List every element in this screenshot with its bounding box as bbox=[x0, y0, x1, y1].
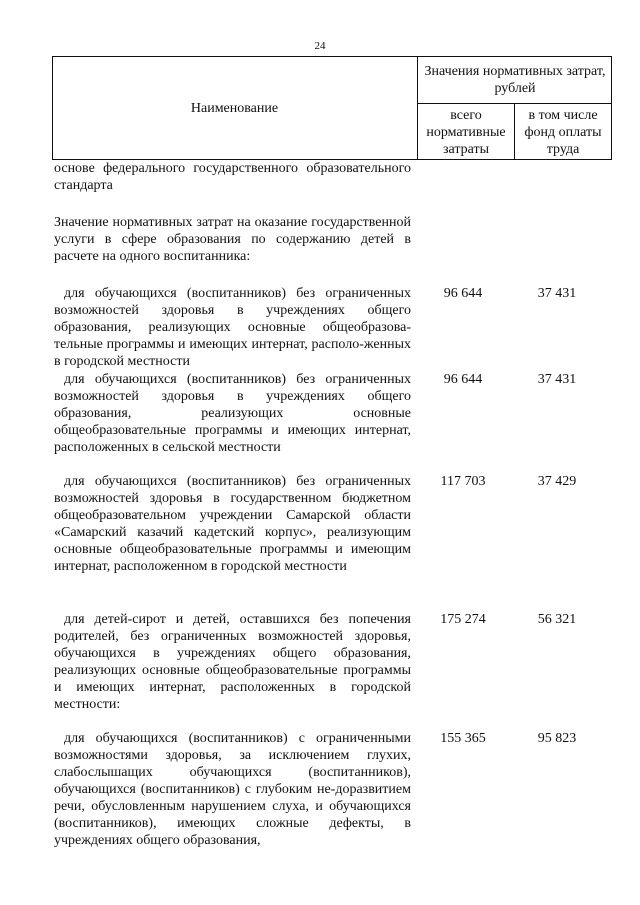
row-name: для обучающихся (воспитанников) без ограниченных возможностей здоровья в государственном бюджетном общеобразовательном учреждении Самарской области «Самарский казачий кадетский корпус», реализующим основные общеобразовательные программы и имеющим интернат, расположенном в городской местности bbox=[54, 474, 411, 574]
row-payroll-value: 37 429 bbox=[537, 474, 577, 489]
header-total: всего нормативные затраты bbox=[426, 107, 506, 157]
row-payroll-value: 56 321 bbox=[537, 612, 577, 627]
header-payroll: в том числе фонд оплаты труда bbox=[524, 107, 602, 157]
row-payroll-value: 37 431 bbox=[537, 372, 577, 387]
header-name: Наименование bbox=[190, 100, 279, 116]
row-name: для обучающихся (воспитанников) без ограниченных возможностей здоровья в учреждениях общего образования, реализующих основные общеобразова-тельные программы и имеющих интернат, располо-женных в городской местности bbox=[54, 286, 411, 369]
row-total-value: 175 274 bbox=[440, 612, 486, 627]
row-total-value: 155 365 bbox=[440, 731, 486, 746]
row-total-value: 96 644 bbox=[443, 372, 483, 387]
row-name: основе федерального государственного образовательного стандарта bbox=[54, 161, 411, 193]
row-payroll-value: 95 823 bbox=[537, 731, 577, 746]
row-name: для детей-сирот и детей, оставшихся без попечения родителей, без ограниченных возможностей здоровья, обучающихся в учреждениях общего образования, реализующих основные общеобразовательные программы и имеющих интернат, расположенных в городской местности: bbox=[54, 612, 411, 712]
row-total-value: 96 644 bbox=[443, 286, 483, 301]
row-name: для обучающихся (воспитанников) с ограниченными возможностями здоровья, за исключением глухих, слабослышащих обучающихся (воспитанников), обучающихся (воспитанников) с глубоким не-доразвитием речи, обусловленным нарушением слуха, и обучающихся (воспитанников), имеющих сложные дефекты, в учреждениях общего образования, bbox=[54, 731, 411, 848]
header-values-group: Значения нормативных затрат, рублей bbox=[424, 64, 606, 96]
row-total-value: 117 703 bbox=[440, 474, 486, 489]
row-name: Значение нормативных затрат на оказание государственной услуги в сфере образования по содержанию детей в расчете на одного воспитанника: bbox=[54, 215, 411, 264]
row-payroll-value: 37 431 bbox=[537, 286, 577, 301]
table-header bbox=[52, 56, 612, 160]
row-name: для обучающихся (воспитанников) без ограниченных возможностей здоровья в учреждениях общего образования, реализующих основные общеобразовательные программы и имеющих интернат, расположенных в сельской местности bbox=[54, 372, 411, 455]
page-number: 24 bbox=[314, 40, 326, 52]
